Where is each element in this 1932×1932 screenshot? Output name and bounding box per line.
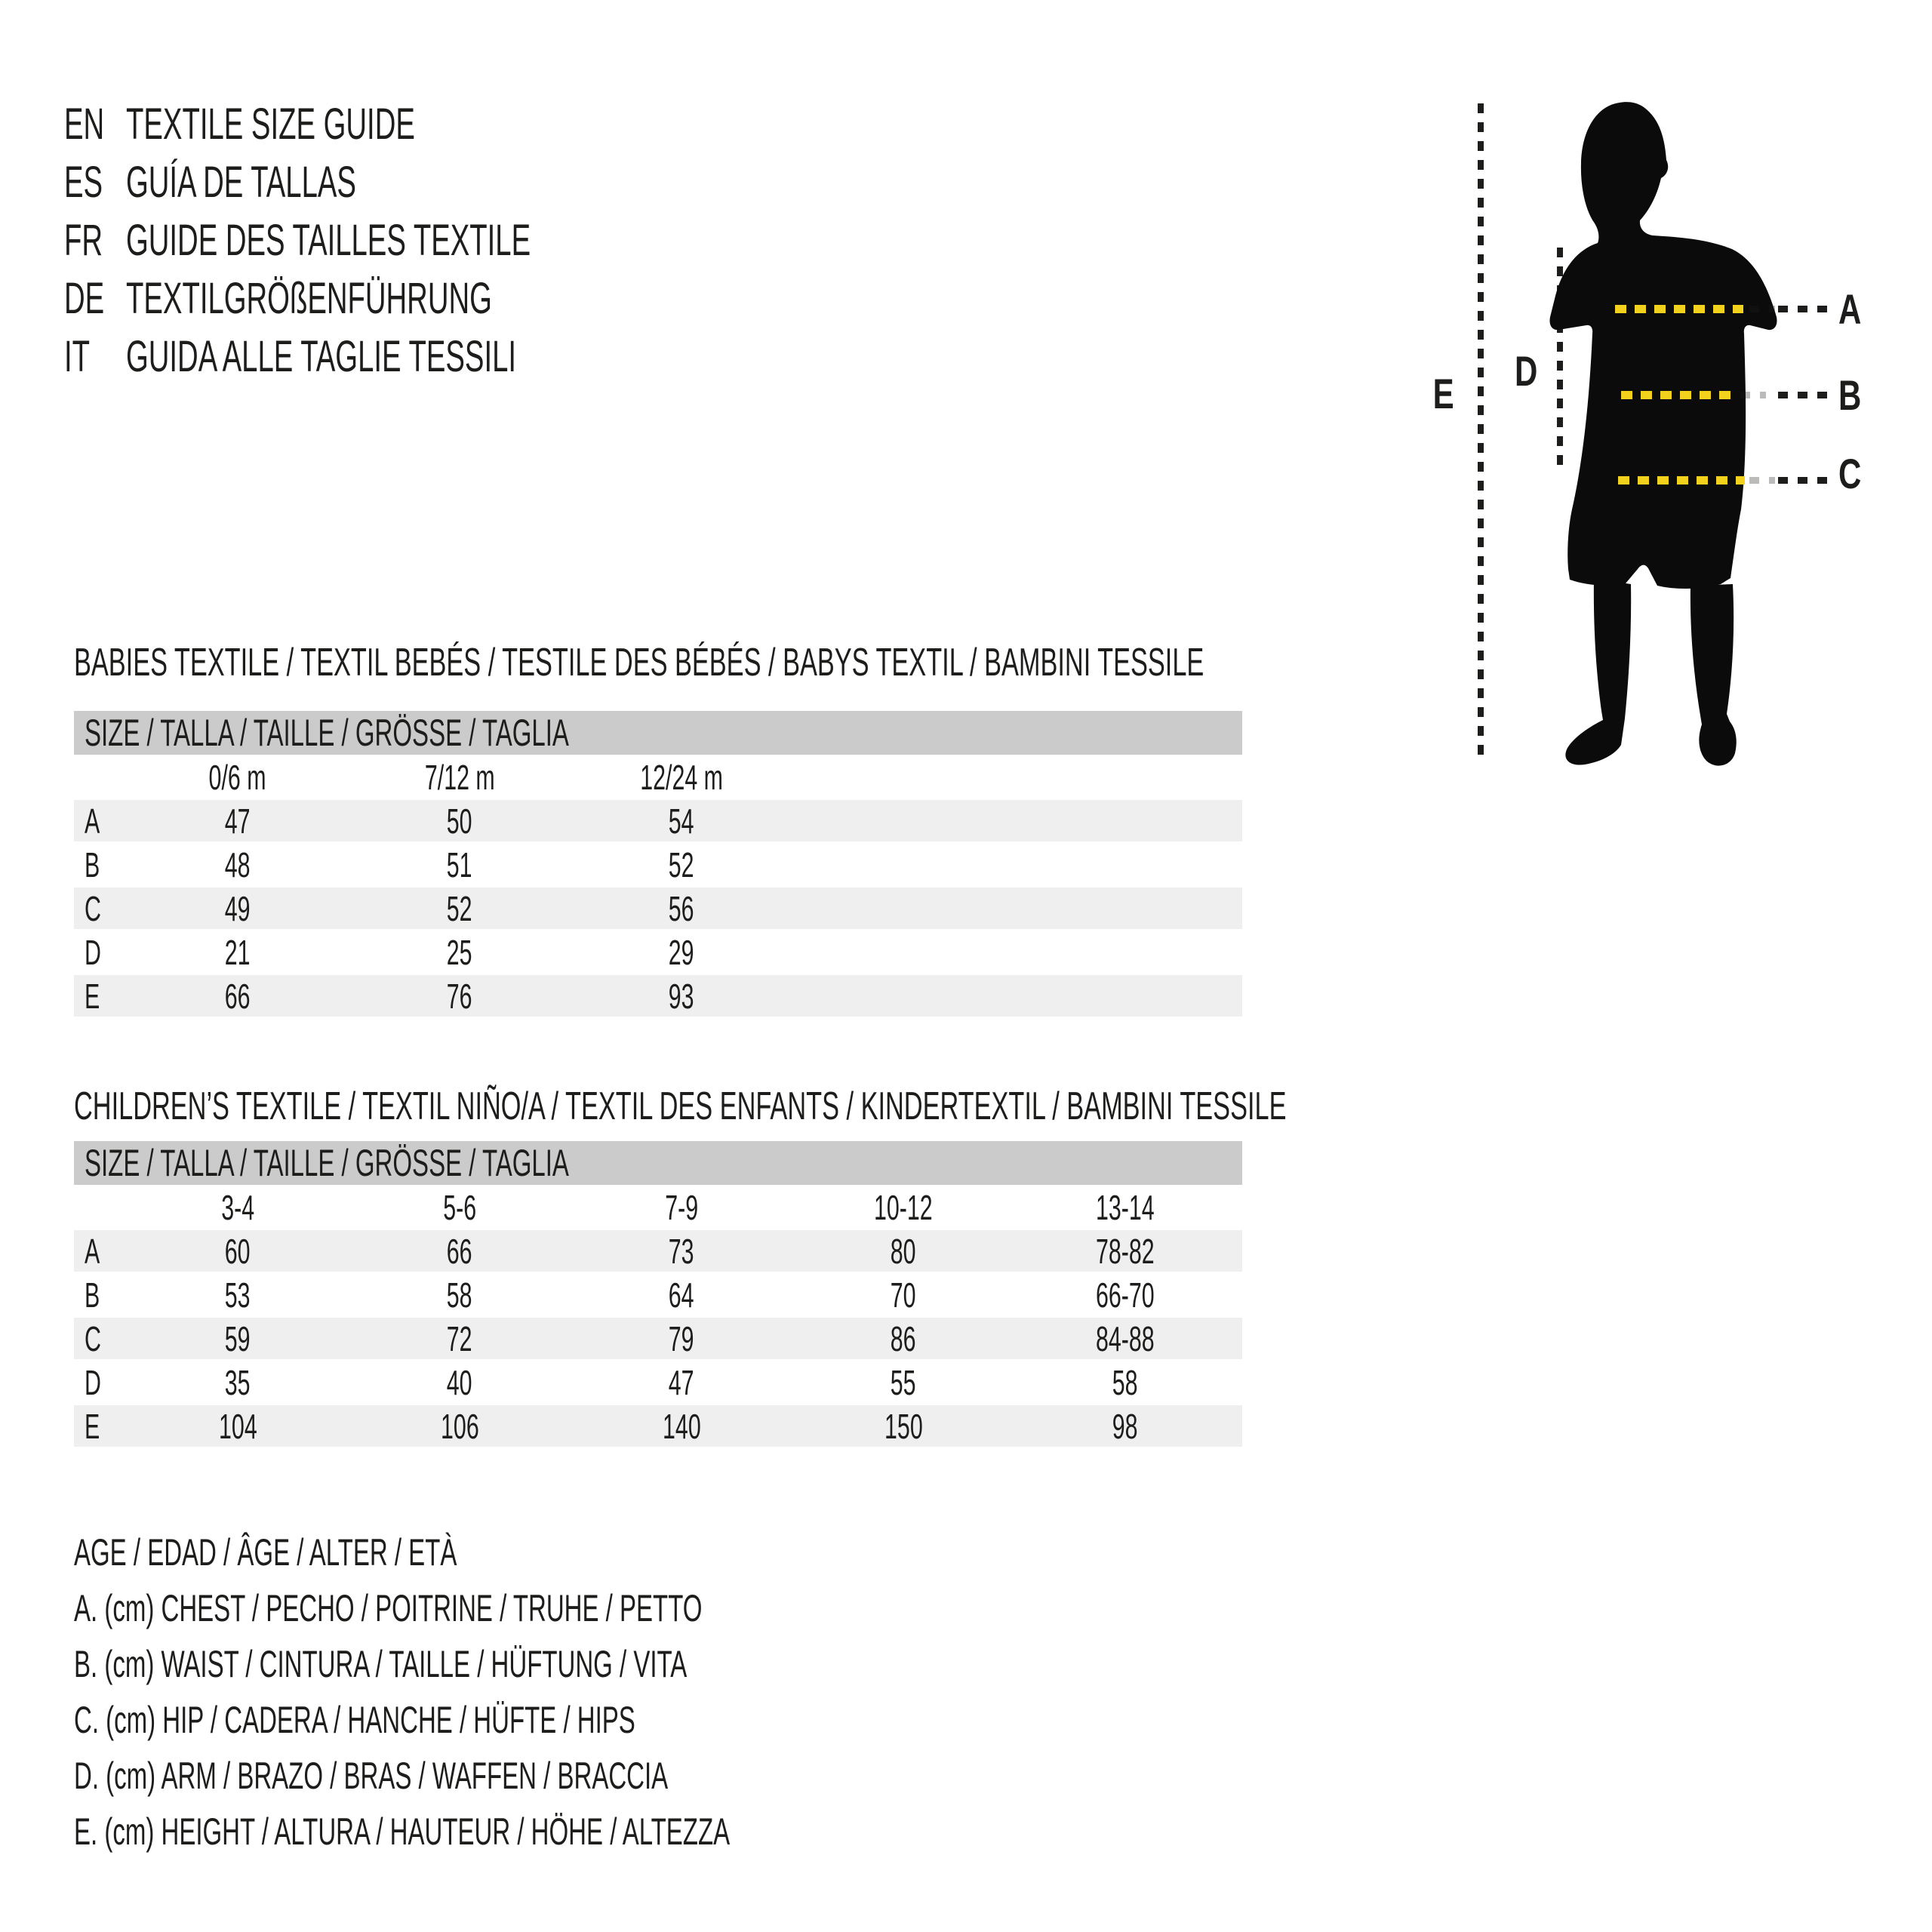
col-header-text: 7-9 <box>665 1188 698 1227</box>
lang-title <box>126 157 475 208</box>
cell <box>571 844 792 885</box>
cell <box>571 1318 792 1359</box>
row-label <box>74 1231 127 1272</box>
cell-text: 59 <box>225 1318 251 1358</box>
children-col-header-3 <box>571 1187 792 1228</box>
lang-title-text: GUIDA ALLE TAGLIE TESSILI <box>126 332 517 381</box>
babies-size-header-bar <box>74 711 1242 755</box>
col-header-text: 5-6 <box>443 1188 476 1227</box>
cell-text: 51 <box>447 844 472 884</box>
cell <box>349 1275 571 1315</box>
cell <box>349 976 571 1017</box>
cell <box>792 1231 1014 1272</box>
row-label-text: D <box>85 1362 101 1402</box>
cell-text: 58 <box>447 1275 472 1315</box>
babies-section-title <box>74 641 1786 685</box>
cell <box>127 844 349 885</box>
cell-text: 58 <box>1112 1362 1138 1402</box>
legend-chest-row <box>74 1580 1068 1636</box>
figure-label-c <box>1823 450 1876 498</box>
children-size-header-text: SIZE / TALLA / TAILLE / GRÖSSE / TAGLIA <box>85 1142 569 1184</box>
cell-text: 64 <box>669 1275 694 1315</box>
lang-row-fr <box>64 211 739 269</box>
children-row-c <box>74 1318 1242 1359</box>
lang-row-de <box>64 269 739 328</box>
children-column-headers <box>74 1185 1242 1230</box>
hip-measure-line-c-fade <box>1749 477 1775 484</box>
cell-text: 55 <box>891 1362 916 1402</box>
cell <box>571 888 792 929</box>
cell-text: 70 <box>891 1275 916 1315</box>
figure-label-e-text: E <box>1432 370 1455 417</box>
cell-text: 93 <box>669 976 694 1016</box>
cell <box>792 1406 1014 1447</box>
cell <box>1014 1318 1236 1359</box>
lang-row-es <box>64 153 739 211</box>
lang-code-text: EN <box>64 100 105 149</box>
figure-label-a-text: A <box>1838 285 1862 333</box>
cell-text: 104 <box>218 1406 257 1446</box>
legend-height-text: E. (cm) HEIGHT / ALTURA / HAUTEUR / HÖHE / ALTEZZA <box>74 1810 731 1853</box>
cell <box>792 1362 1014 1403</box>
cell-text: 50 <box>447 801 472 841</box>
cell-text: 150 <box>884 1406 923 1446</box>
cell-text: 56 <box>669 888 694 928</box>
cell-text: 66 <box>447 1231 472 1271</box>
cell <box>792 1318 1014 1359</box>
col-header-text: 12/24 m <box>640 758 723 797</box>
cell-text: 73 <box>669 1231 694 1271</box>
row-label <box>74 976 127 1017</box>
chest-measure-line-a <box>1615 305 1743 313</box>
hip-leader-line-c <box>1778 477 1828 484</box>
babies-row-d <box>74 931 1242 973</box>
legend-waist-row <box>74 1636 1068 1692</box>
cell-text: 53 <box>225 1275 251 1315</box>
cell-text: 48 <box>225 844 251 884</box>
legend-age-row <box>74 1524 1068 1580</box>
legend-arm-text: D. (cm) ARM / BRAZO / BRAS / WAFFEN / BRACCIA <box>74 1755 669 1797</box>
row-label <box>74 1406 127 1447</box>
cell <box>349 1318 571 1359</box>
cell-text: 47 <box>669 1362 694 1402</box>
row-label-text: B <box>85 844 100 884</box>
figure-label-a <box>1823 285 1876 334</box>
cell-text: 86 <box>891 1318 916 1358</box>
row-label <box>74 932 127 973</box>
cell <box>571 801 792 841</box>
lang-title <box>126 273 681 324</box>
children-col-header-1 <box>127 1187 349 1228</box>
lang-title <box>126 331 717 382</box>
lang-row-en <box>64 95 739 153</box>
cell <box>127 976 349 1017</box>
children-row-a <box>74 1230 1242 1272</box>
legend-chest-text: A. (cm) CHEST / PECHO / POITRINE / TRUHE / PETTO <box>74 1587 703 1629</box>
cell <box>349 801 571 841</box>
lang-title <box>126 215 739 266</box>
lang-code <box>64 215 126 266</box>
legend-hip-row <box>74 1692 1068 1748</box>
children-row-b <box>74 1274 1242 1315</box>
cell <box>349 1231 571 1272</box>
lang-title-text: TEXTILGRÖßENFÜHRUNG <box>126 274 492 323</box>
figure-label-b <box>1823 371 1876 420</box>
children-size-table <box>74 1141 1242 1449</box>
cell-text: 54 <box>669 801 694 841</box>
babies-size-header-text: SIZE / TALLA / TAILLE / GRÖSSE / TAGLIA <box>85 712 569 754</box>
cell-text: 40 <box>447 1362 472 1402</box>
legend-waist-text: B. (cm) WAIST / CINTURA / TAILLE / HÜFTUNG / VITA <box>74 1643 688 1685</box>
cell <box>127 1406 349 1447</box>
legend-age-text: AGE / EDAD / ÂGE / ALTER / ETÀ <box>74 1531 457 1574</box>
babies-row-b <box>74 844 1242 885</box>
figure-label-c-text: C <box>1838 450 1862 497</box>
cell <box>349 1406 571 1447</box>
cell <box>127 1275 349 1315</box>
cell-text: 29 <box>669 932 694 972</box>
children-section-title <box>74 1084 1911 1128</box>
cell-text: 76 <box>447 976 472 1016</box>
cell <box>571 932 792 973</box>
row-label-text: E <box>85 1406 100 1446</box>
cell-text: 52 <box>447 888 472 928</box>
cell-text: 140 <box>662 1406 701 1446</box>
cell <box>127 932 349 973</box>
lang-code <box>64 99 126 149</box>
babies-row-c <box>74 888 1242 929</box>
row-label-text: C <box>85 888 101 928</box>
cell-text: 21 <box>225 932 251 972</box>
cell-text: 84-88 <box>1096 1318 1155 1358</box>
cell-text: 66-70 <box>1096 1275 1155 1315</box>
babies-section-title-text: BABIES TEXTILE / TEXTIL BEBÉS / TESTILE DES BÉBÉS / BABYS TEXTIL / BAMBINI TESSILE <box>74 641 1204 685</box>
lang-code <box>64 273 126 324</box>
lang-title-text: GUÍA DE TALLAS <box>126 158 356 207</box>
babies-row-a <box>74 800 1242 841</box>
row-label <box>74 1318 127 1359</box>
lang-title-text: TEXTILE SIZE GUIDE <box>126 100 415 149</box>
cell <box>571 1406 792 1447</box>
cell-text: 66 <box>225 976 251 1016</box>
measurement-legend <box>74 1524 1068 1860</box>
children-row-e <box>74 1405 1242 1447</box>
waist-leader-line-b <box>1778 392 1828 398</box>
cell-text: 78-82 <box>1096 1231 1155 1271</box>
cell-text: 72 <box>447 1318 472 1358</box>
legend-hip-text: C. (cm) HIP / CADERA / HANCHE / HÜFTE / HIPS <box>74 1699 635 1741</box>
cell <box>127 1231 349 1272</box>
col-header-text: 0/6 m <box>209 758 266 797</box>
cell-text: 47 <box>225 801 251 841</box>
figure-label-e <box>1417 370 1470 418</box>
lang-title-text: GUIDE DES TAILLES TEXTILE <box>126 216 531 265</box>
silhouette-body-path <box>1549 102 1777 589</box>
cell <box>349 1362 571 1403</box>
cell-text: 35 <box>225 1362 251 1402</box>
cell-text: 49 <box>225 888 251 928</box>
cell <box>792 1275 1014 1315</box>
children-size-header-bar <box>74 1141 1242 1185</box>
chest-leader-line-a <box>1778 306 1828 312</box>
figure-label-b-text: B <box>1838 371 1862 419</box>
cell <box>1014 1406 1236 1447</box>
cell-text: 60 <box>225 1231 251 1271</box>
language-title-list <box>64 95 739 386</box>
cell <box>1014 1362 1236 1403</box>
cell <box>571 1362 792 1403</box>
col-header-text: 7/12 m <box>424 758 495 797</box>
hip-measure-line-c <box>1618 476 1745 485</box>
row-label-text: A <box>85 1231 100 1271</box>
cell <box>127 1362 349 1403</box>
cell <box>127 1318 349 1359</box>
babies-size-table <box>74 711 1242 1019</box>
babies-column-headers <box>74 755 1242 800</box>
row-label <box>74 801 127 841</box>
children-row-d <box>74 1361 1242 1403</box>
cell <box>127 888 349 929</box>
cell-text: 79 <box>669 1318 694 1358</box>
col-header-text: 13-14 <box>1096 1188 1155 1227</box>
cell-text: 98 <box>1112 1406 1138 1446</box>
babies-col-header-3 <box>571 757 792 798</box>
lang-code-text: FR <box>64 216 103 265</box>
cell <box>127 801 349 841</box>
row-label <box>74 1362 127 1403</box>
cell <box>571 1275 792 1315</box>
children-col-header-4 <box>792 1187 1014 1228</box>
cell <box>349 932 571 973</box>
cell <box>349 888 571 929</box>
lang-code <box>64 157 126 208</box>
cell <box>571 976 792 1017</box>
babies-col-header-1 <box>127 757 349 798</box>
figure-label-d <box>1500 347 1552 395</box>
row-label-text: E <box>85 976 100 1016</box>
legend-arm-row <box>74 1748 1068 1804</box>
waist-measure-line-b <box>1621 391 1734 399</box>
cell <box>1014 1275 1236 1315</box>
row-label-text: D <box>85 932 101 972</box>
children-col-header-5 <box>1014 1187 1236 1228</box>
cell <box>349 844 571 885</box>
waist-measure-line-b-fade <box>1740 392 1766 398</box>
figure-label-d-text: D <box>1514 347 1538 395</box>
row-label-text: A <box>85 801 100 841</box>
lang-code-text: ES <box>64 158 103 207</box>
children-section-title-text: CHILDREN’S TEXTILE / TEXTIL NIÑO/A / TEXTIL DES ENFANTS / KINDERTEXTIL / BAMBINI TESSILE <box>74 1084 1287 1128</box>
row-label <box>74 844 127 885</box>
cell <box>571 1231 792 1272</box>
col-header-text: 10-12 <box>874 1188 933 1227</box>
row-label-text: C <box>85 1318 101 1358</box>
cell-text: 52 <box>669 844 694 884</box>
cell-text: 25 <box>447 932 472 972</box>
cell-text: 80 <box>891 1231 916 1271</box>
cell <box>1014 1231 1236 1272</box>
cell-text: 106 <box>440 1406 479 1446</box>
chest-measure-line-a-fade <box>1749 306 1775 312</box>
row-label-text: B <box>85 1275 100 1315</box>
lang-title <box>126 99 564 149</box>
row-label <box>74 1275 127 1315</box>
lang-code-text: IT <box>64 332 91 381</box>
lang-code <box>64 331 126 382</box>
babies-col-header-2 <box>349 757 571 798</box>
babies-row-e <box>74 975 1242 1017</box>
lang-row-it <box>64 328 739 386</box>
legend-height-row <box>74 1804 1068 1860</box>
col-header-text: 3-4 <box>221 1188 254 1227</box>
lang-code-text: DE <box>64 274 105 323</box>
children-col-header-2 <box>349 1187 571 1228</box>
row-label <box>74 888 127 929</box>
